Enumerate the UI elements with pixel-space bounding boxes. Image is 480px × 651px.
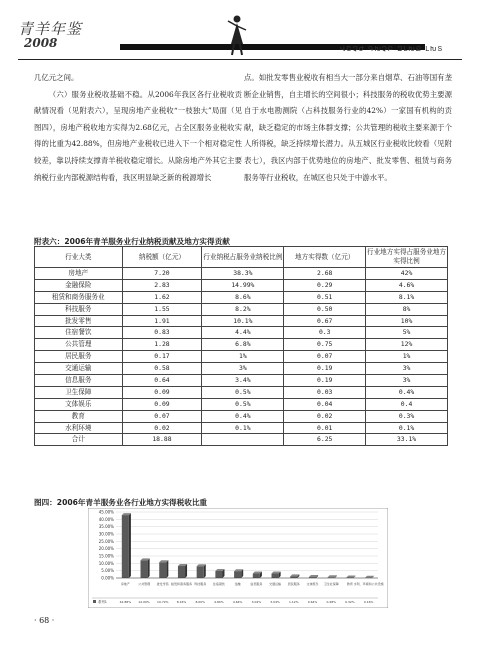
value-cell: 12% xyxy=(366,339,448,351)
y-tick-label: 20.00% xyxy=(98,546,114,552)
table-row xyxy=(35,375,448,387)
y-tick-label: 10.00% xyxy=(98,560,114,566)
header-rule xyxy=(18,59,462,60)
bar xyxy=(215,571,222,578)
bar-side xyxy=(185,564,187,578)
data-label: 0.16% xyxy=(363,600,374,604)
value-cell: 0.58 xyxy=(122,363,202,375)
chart-title: 图四：2006年青羊服务业各行业地方实得税收比重 xyxy=(34,498,208,507)
industry-cell: 教育 xyxy=(35,410,123,422)
bar xyxy=(253,574,260,578)
y-tick-label: 5.00% xyxy=(101,568,114,574)
dancer-logo-icon xyxy=(226,14,248,56)
value-cell: 0.4 xyxy=(366,398,448,410)
value-cell: 10% xyxy=(366,315,448,327)
column-header: 行业大类 xyxy=(35,247,123,268)
category-label: 住宿餐饮 xyxy=(212,582,225,586)
industry-cell: 房地产 xyxy=(35,268,123,280)
y-tick-label: 30.00% xyxy=(98,531,114,537)
column-header: 地方实得数（亿元） xyxy=(284,247,366,268)
value-cell: 0.3% xyxy=(366,410,448,422)
category-label: 居民服务 xyxy=(287,582,300,586)
value-cell: 6.8% xyxy=(202,339,284,351)
data-label: 3.04% xyxy=(270,600,280,604)
bar-side xyxy=(129,513,131,578)
table-row xyxy=(35,268,448,280)
table-row xyxy=(35,410,448,422)
table-row xyxy=(35,291,448,303)
bar xyxy=(234,571,241,578)
table-row xyxy=(35,339,448,351)
bar xyxy=(159,562,166,578)
value-cell: 1.28 xyxy=(122,339,202,351)
value-cell: 1.55 xyxy=(122,303,202,315)
table-row xyxy=(35,398,448,410)
page-header xyxy=(0,0,480,58)
value-cell: 0.02 xyxy=(122,422,202,434)
value-cell: 3% xyxy=(202,363,284,375)
table-row xyxy=(35,315,448,327)
table-row xyxy=(35,386,448,398)
y-tick-label: 45.00% xyxy=(98,509,114,515)
y-tick-label: 25.00% xyxy=(98,538,114,544)
data-label: 42.88% xyxy=(119,600,132,604)
value-cell: 1% xyxy=(366,351,448,363)
value-cell: 42% xyxy=(366,268,448,280)
category-label: 公共管理 xyxy=(138,582,151,586)
value-cell: 38.3% xyxy=(202,268,284,280)
bar-side xyxy=(148,558,150,578)
data-label: 8.16% xyxy=(176,600,187,604)
category-label: 科技服务 xyxy=(194,582,207,586)
paragraph: 点。如批发零售业税收有相当大一部分来自烟草、石油等国有垄断企业销售，自主增长的空间很小；科技服务的税收优势主要源自于水电勘测院（占科技服务行业的42%）一家国有机构的贡献，缺乏稳定的市场主体群支撑；公共管理的税收主要来源于个人所得税，缺乏持续增长潜力。从五城区行业税收比较看（见附表七），我区内部于优势地位的房地产、批发零售、租赁与商务服务等行业税收，在城区也只处于中游水平。 xyxy=(244,73,452,182)
category-label: 房地产 xyxy=(120,582,130,586)
value-cell: 18.88 xyxy=(122,434,202,446)
value-cell: 1% xyxy=(202,351,284,363)
data-label: 0.64% xyxy=(307,600,318,604)
value-cell: 3% xyxy=(366,375,448,387)
data-label: 3.04% xyxy=(251,600,262,604)
value-cell: 14.99% xyxy=(202,279,284,291)
y-tick-label: 35.00% xyxy=(98,524,114,530)
value-cell: 5% xyxy=(366,327,448,339)
bar xyxy=(197,566,204,578)
value-cell: 8.1% xyxy=(366,291,448,303)
industry-cell: 文体娱乐 xyxy=(35,398,123,410)
value-cell xyxy=(202,434,284,446)
legend-label: 系列1 xyxy=(98,600,107,604)
yearbook-year: 2008 xyxy=(24,36,58,50)
data-label: 1.12% xyxy=(289,600,299,604)
page-number: · 68 · xyxy=(34,616,55,625)
table-row xyxy=(35,303,448,315)
value-cell: 0.50 xyxy=(284,303,366,315)
value-cell: 3% xyxy=(366,363,448,375)
value-cell: 8.6% xyxy=(202,291,284,303)
bar xyxy=(178,566,185,578)
running-title: ՎՇՉԺ ԳԽՉԲ ԶԼԽՔ ԼԽՏ xyxy=(340,45,444,53)
industry-cell: 卫生保障 xyxy=(35,386,123,398)
bar-side xyxy=(166,560,168,578)
bar-chart xyxy=(88,508,388,608)
text-column-left xyxy=(34,70,242,186)
value-cell: 0.1% xyxy=(202,422,284,434)
value-cell: 8.2% xyxy=(202,303,284,315)
industry-cell: 信息服务 xyxy=(35,375,123,387)
paragraph: （六）服务业税收基础不稳。从2006年我区各行业税收贡献情况看（见附表六），呈现房地产业税收“一枝独大”局面（见图四），房地产税收地方实得为2.68亿元，占全区服务业税收实得的比重为42.88%，但房地产业税收已进入下一个相对稳定性较差，靠以持续支撑青羊税收稳定增长。从除房地产外其它主要纳税行业内部税源结构看，我区明显缺乏新的税源增长 xyxy=(34,89,242,182)
table-title: 附表六：2006年青羊服务业行业纳税贡献及地方实得贡献 xyxy=(34,237,230,246)
text-column-right xyxy=(244,70,452,186)
column-header: 行业地方实得占服务业地方实得比例 xyxy=(366,247,448,268)
value-cell: 1.62 xyxy=(122,291,202,303)
value-cell: 0.75 xyxy=(284,339,366,351)
value-cell: 0.67 xyxy=(284,315,366,327)
value-cell: 0.4% xyxy=(202,410,284,422)
industry-cell: 交通运输 xyxy=(35,363,123,375)
column-header: 行业纳税占服务业纳税比例 xyxy=(202,247,284,268)
data-label: 8.00% xyxy=(195,600,205,604)
legend-swatch xyxy=(93,600,96,603)
y-tick-label: 0.00% xyxy=(101,575,114,581)
y-tick-label: 15.00% xyxy=(98,553,114,559)
value-cell: 0.09 xyxy=(122,398,202,410)
value-cell: 1.91 xyxy=(122,315,202,327)
value-cell: 10.1% xyxy=(202,315,284,327)
data-label: 10.72% xyxy=(157,600,169,604)
industry-cell: 批发零售 xyxy=(35,315,123,327)
table-row xyxy=(35,327,448,339)
category-label: 批发零售 xyxy=(156,582,169,586)
industry-cell: 居民服务 xyxy=(35,351,123,363)
value-cell: 4.6% xyxy=(366,279,448,291)
column-header: 纳税额（亿元） xyxy=(122,247,202,268)
category-label: 水利、环境和公共设施 xyxy=(353,582,384,586)
value-cell: 8% xyxy=(366,303,448,315)
chart-frame xyxy=(88,508,388,608)
data-label: 4.80% xyxy=(214,600,224,604)
value-cell: 0.19 xyxy=(284,363,366,375)
value-cell: 6.25 xyxy=(284,434,366,446)
industry-cell: 住宿餐饮 xyxy=(35,327,123,339)
industry-cell: 合计 xyxy=(35,434,123,446)
category-label: 文体娱乐 xyxy=(306,582,319,586)
tax-table xyxy=(34,246,448,446)
category-label: 卫生社保障 xyxy=(323,582,339,586)
value-cell: 2.68 xyxy=(284,268,366,280)
paragraph: 几亿元之间。 xyxy=(34,73,79,82)
category-label: 交通运输 xyxy=(269,582,282,586)
value-cell: 0.29 xyxy=(284,279,366,291)
value-cell: 0.5% xyxy=(202,386,284,398)
value-cell: 0.17 xyxy=(122,351,202,363)
bar-side xyxy=(204,564,206,578)
category-label: 信息服务 xyxy=(250,582,263,586)
value-cell: 2.83 xyxy=(122,279,202,291)
data-label: 12.00% xyxy=(138,600,150,604)
table-row xyxy=(35,279,448,291)
category-label: 租赁和商务服务 xyxy=(170,582,193,586)
bar xyxy=(141,560,148,578)
bar xyxy=(122,515,129,578)
value-cell: 0.64 xyxy=(122,375,202,387)
value-cell: 0.19 xyxy=(284,375,366,387)
industry-cell: 公共管理 xyxy=(35,339,123,351)
data-label: 0.32% xyxy=(345,600,355,604)
value-cell: 0.07 xyxy=(284,351,366,363)
category-label: 金融 xyxy=(234,582,241,586)
value-cell: 0.5% xyxy=(202,398,284,410)
category-label: 教育 xyxy=(346,582,353,586)
table-header-row xyxy=(35,247,448,268)
table-row xyxy=(35,422,448,434)
data-label: 4.64% xyxy=(232,600,243,604)
value-cell: 0.4% xyxy=(366,386,448,398)
industry-cell: 科技服务 xyxy=(35,303,123,315)
industry-cell: 水利环境 xyxy=(35,422,123,434)
value-cell: 0.83 xyxy=(122,327,202,339)
y-tick-label: 40.00% xyxy=(98,516,114,522)
table-row xyxy=(35,434,448,446)
value-cell: 0.3 xyxy=(284,327,366,339)
value-cell: 0.04 xyxy=(284,398,366,410)
yearbook-logo: 青羊年鉴 xyxy=(18,20,83,38)
value-cell: 0.09 xyxy=(122,386,202,398)
value-cell: 0.1% xyxy=(366,422,448,434)
table-row xyxy=(35,363,448,375)
data-label: 0.48% xyxy=(326,600,336,604)
value-cell: 0.51 xyxy=(284,291,366,303)
value-cell: 33.1% xyxy=(366,434,448,446)
industry-cell: 金融保险 xyxy=(35,279,123,291)
value-cell: 3.4% xyxy=(202,375,284,387)
bar xyxy=(272,574,279,578)
value-cell: 0.03 xyxy=(284,386,366,398)
value-cell: 7.20 xyxy=(122,268,202,280)
industry-cell: 租赁和商务服务业 xyxy=(35,291,123,303)
value-cell: 0.02 xyxy=(284,410,366,422)
value-cell: 0.07 xyxy=(122,410,202,422)
table-row xyxy=(35,351,448,363)
value-cell: 4.4% xyxy=(202,327,284,339)
value-cell: 0.01 xyxy=(284,422,366,434)
